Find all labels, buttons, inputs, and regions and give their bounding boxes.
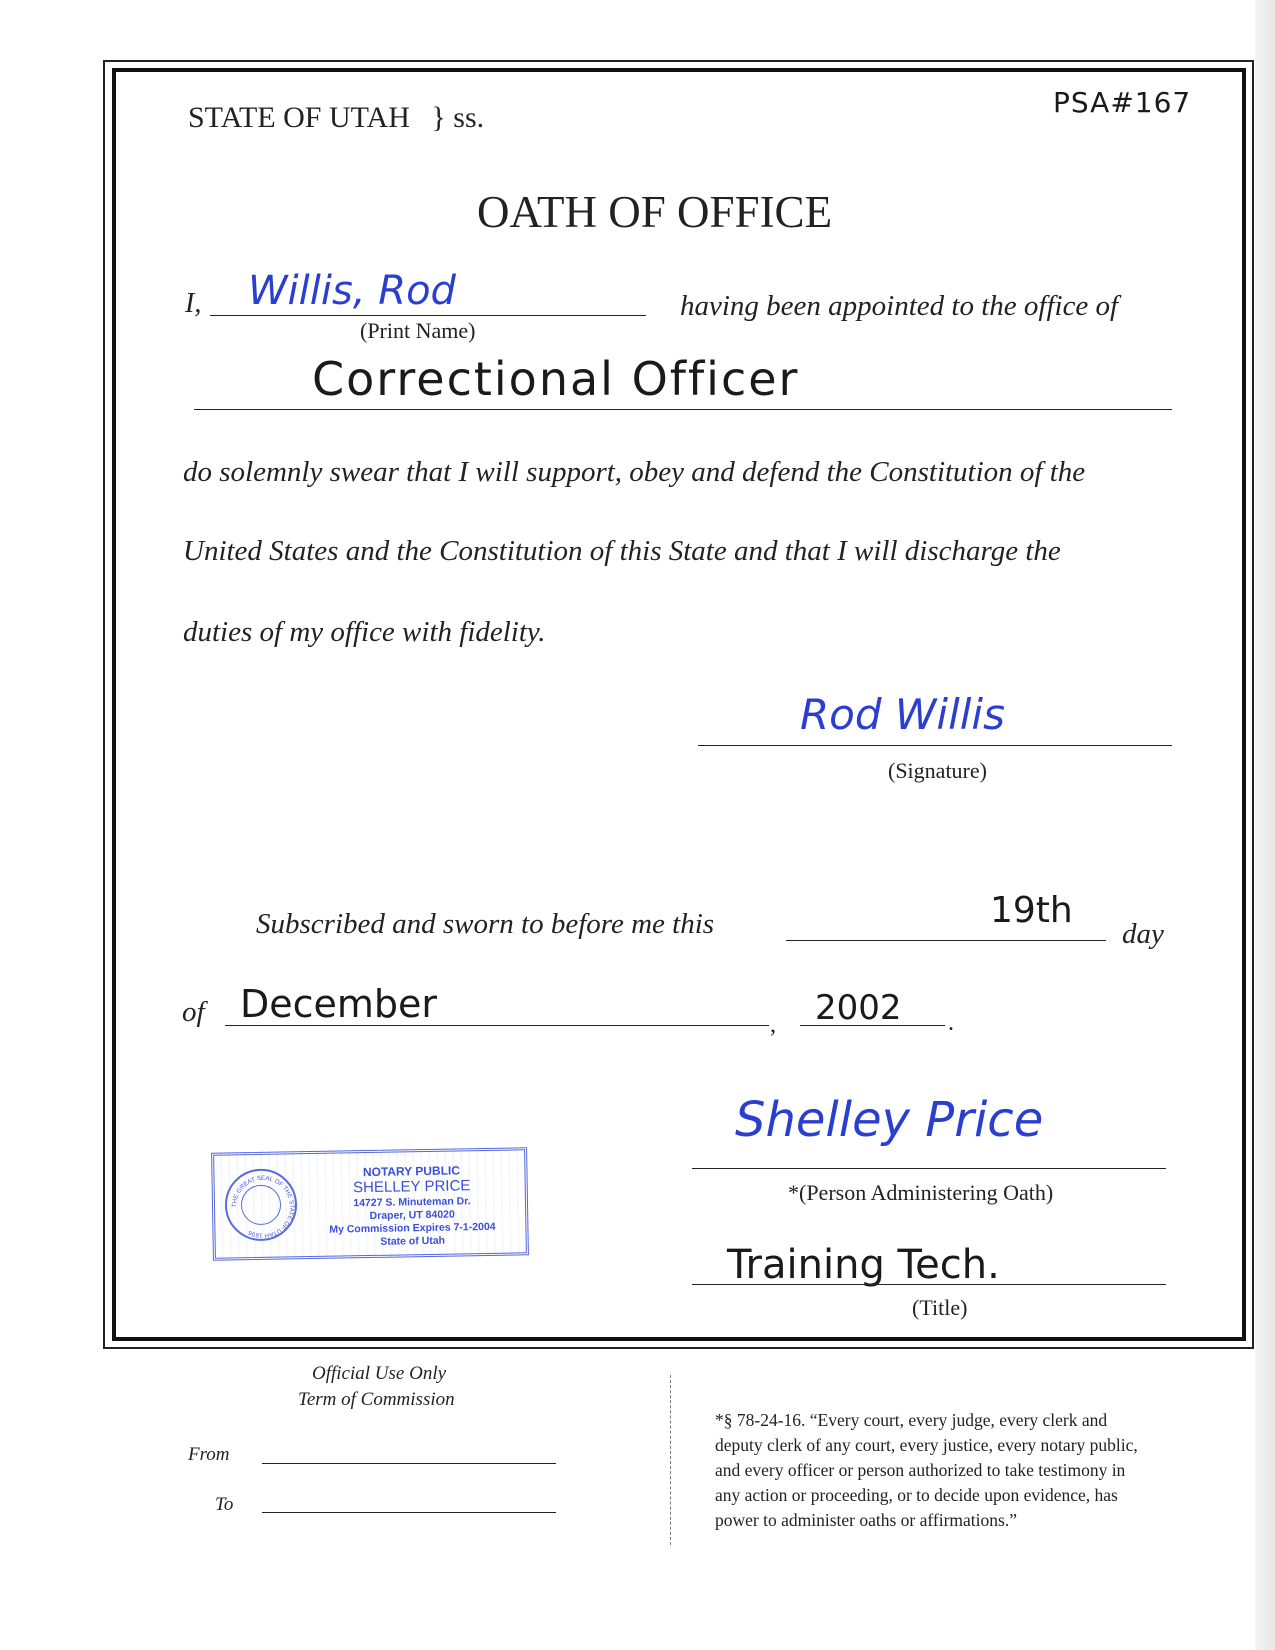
- statute-line: any action or proceeding, or to decide upon evidence, has: [715, 1485, 1118, 1505]
- signature-line: [698, 745, 1172, 746]
- date-period: .: [948, 1010, 954, 1036]
- statute-line: *§ 78-24-16. “Every court, every judge, every clerk and: [715, 1410, 1108, 1430]
- print-name-line: [210, 315, 646, 316]
- seal-text: THE GREAT SEAL OF THE STATE OF UTAH 1896: [230, 1174, 296, 1239]
- year-line: [800, 1025, 945, 1026]
- administrator-signature: Shelley Price: [735, 1092, 1044, 1148]
- official-use-label: Official Use Only: [312, 1363, 447, 1384]
- of-label: of: [182, 996, 205, 1028]
- statute-line: power to administer oaths or affirmations.”: [715, 1510, 1017, 1530]
- signature-value: Rod Willis: [800, 690, 1005, 739]
- office-line: [194, 409, 1172, 410]
- term-label: Term of Commission: [298, 1389, 455, 1410]
- oath-line-2: United States and the Constitution of this State and that I will discharge the: [183, 535, 1061, 567]
- date-comma: ,: [770, 1012, 776, 1038]
- ss-mark: } ss.: [431, 101, 485, 134]
- print-name-value: Willis, Rod: [248, 268, 456, 314]
- statute-text: [715, 1408, 1138, 1533]
- month-line: [225, 1025, 769, 1026]
- administrator-caption: *(Person Administering Oath): [788, 1180, 1054, 1205]
- stamp-line-2: SHELLEY PRICE: [352, 1177, 471, 1197]
- footer-divider: [670, 1375, 671, 1545]
- sworn-text: Subscribed and sworn to before me this: [256, 908, 715, 940]
- signature-caption: (Signature): [888, 758, 987, 783]
- scan-edge-shadow: [1255, 0, 1275, 1650]
- i-label: I,: [185, 288, 202, 319]
- office-value: Correctional Officer: [312, 352, 800, 406]
- administrator-line: [692, 1168, 1166, 1169]
- from-label: From: [188, 1444, 230, 1465]
- notary-stamp: [211, 1147, 529, 1260]
- stamp-line-4: Draper, UT 84020: [369, 1208, 455, 1223]
- print-name-caption: (Print Name): [360, 318, 476, 343]
- month-value: December: [240, 982, 438, 1026]
- form-border-inner: [112, 68, 1246, 1341]
- day-value: 19th: [990, 890, 1073, 931]
- form-title: OATH OF OFFICE: [477, 187, 833, 237]
- stamp-line-5: My Commission Expires 7-1-2004: [329, 1220, 496, 1236]
- statute-line: deputy clerk of any court, every justice, every notary public,: [715, 1435, 1138, 1455]
- appointed-text: having been appointed to the office of: [680, 290, 1119, 322]
- file-number: PSA#167: [1053, 86, 1192, 119]
- state-seal: [224, 1168, 297, 1241]
- stamp-line-6: State of Utah: [380, 1234, 446, 1248]
- to-label: To: [215, 1494, 234, 1515]
- from-line: [262, 1463, 556, 1464]
- stamp-line-3: 14727 S. Minuteman Dr.: [353, 1195, 471, 1210]
- day-label: day: [1122, 918, 1164, 950]
- to-line: [262, 1512, 556, 1513]
- title-value: Training Tech.: [727, 1242, 1000, 1288]
- stamp-line-1: NOTARY PUBLIC: [362, 1163, 461, 1180]
- state-name: STATE OF UTAH: [188, 101, 410, 134]
- state-heading: [188, 101, 484, 135]
- title-line: [692, 1284, 1166, 1285]
- day-line: [786, 940, 1106, 941]
- year-value: 2002: [815, 988, 902, 1028]
- title-caption: (Title): [912, 1295, 968, 1320]
- oath-line-3: duties of my office with fidelity.: [183, 616, 546, 648]
- statute-line: and every officer or person authorized to take testimony in: [715, 1460, 1126, 1480]
- oath-line-1: do solemnly swear that I will support, obey and defend the Constitution of the: [183, 456, 1086, 488]
